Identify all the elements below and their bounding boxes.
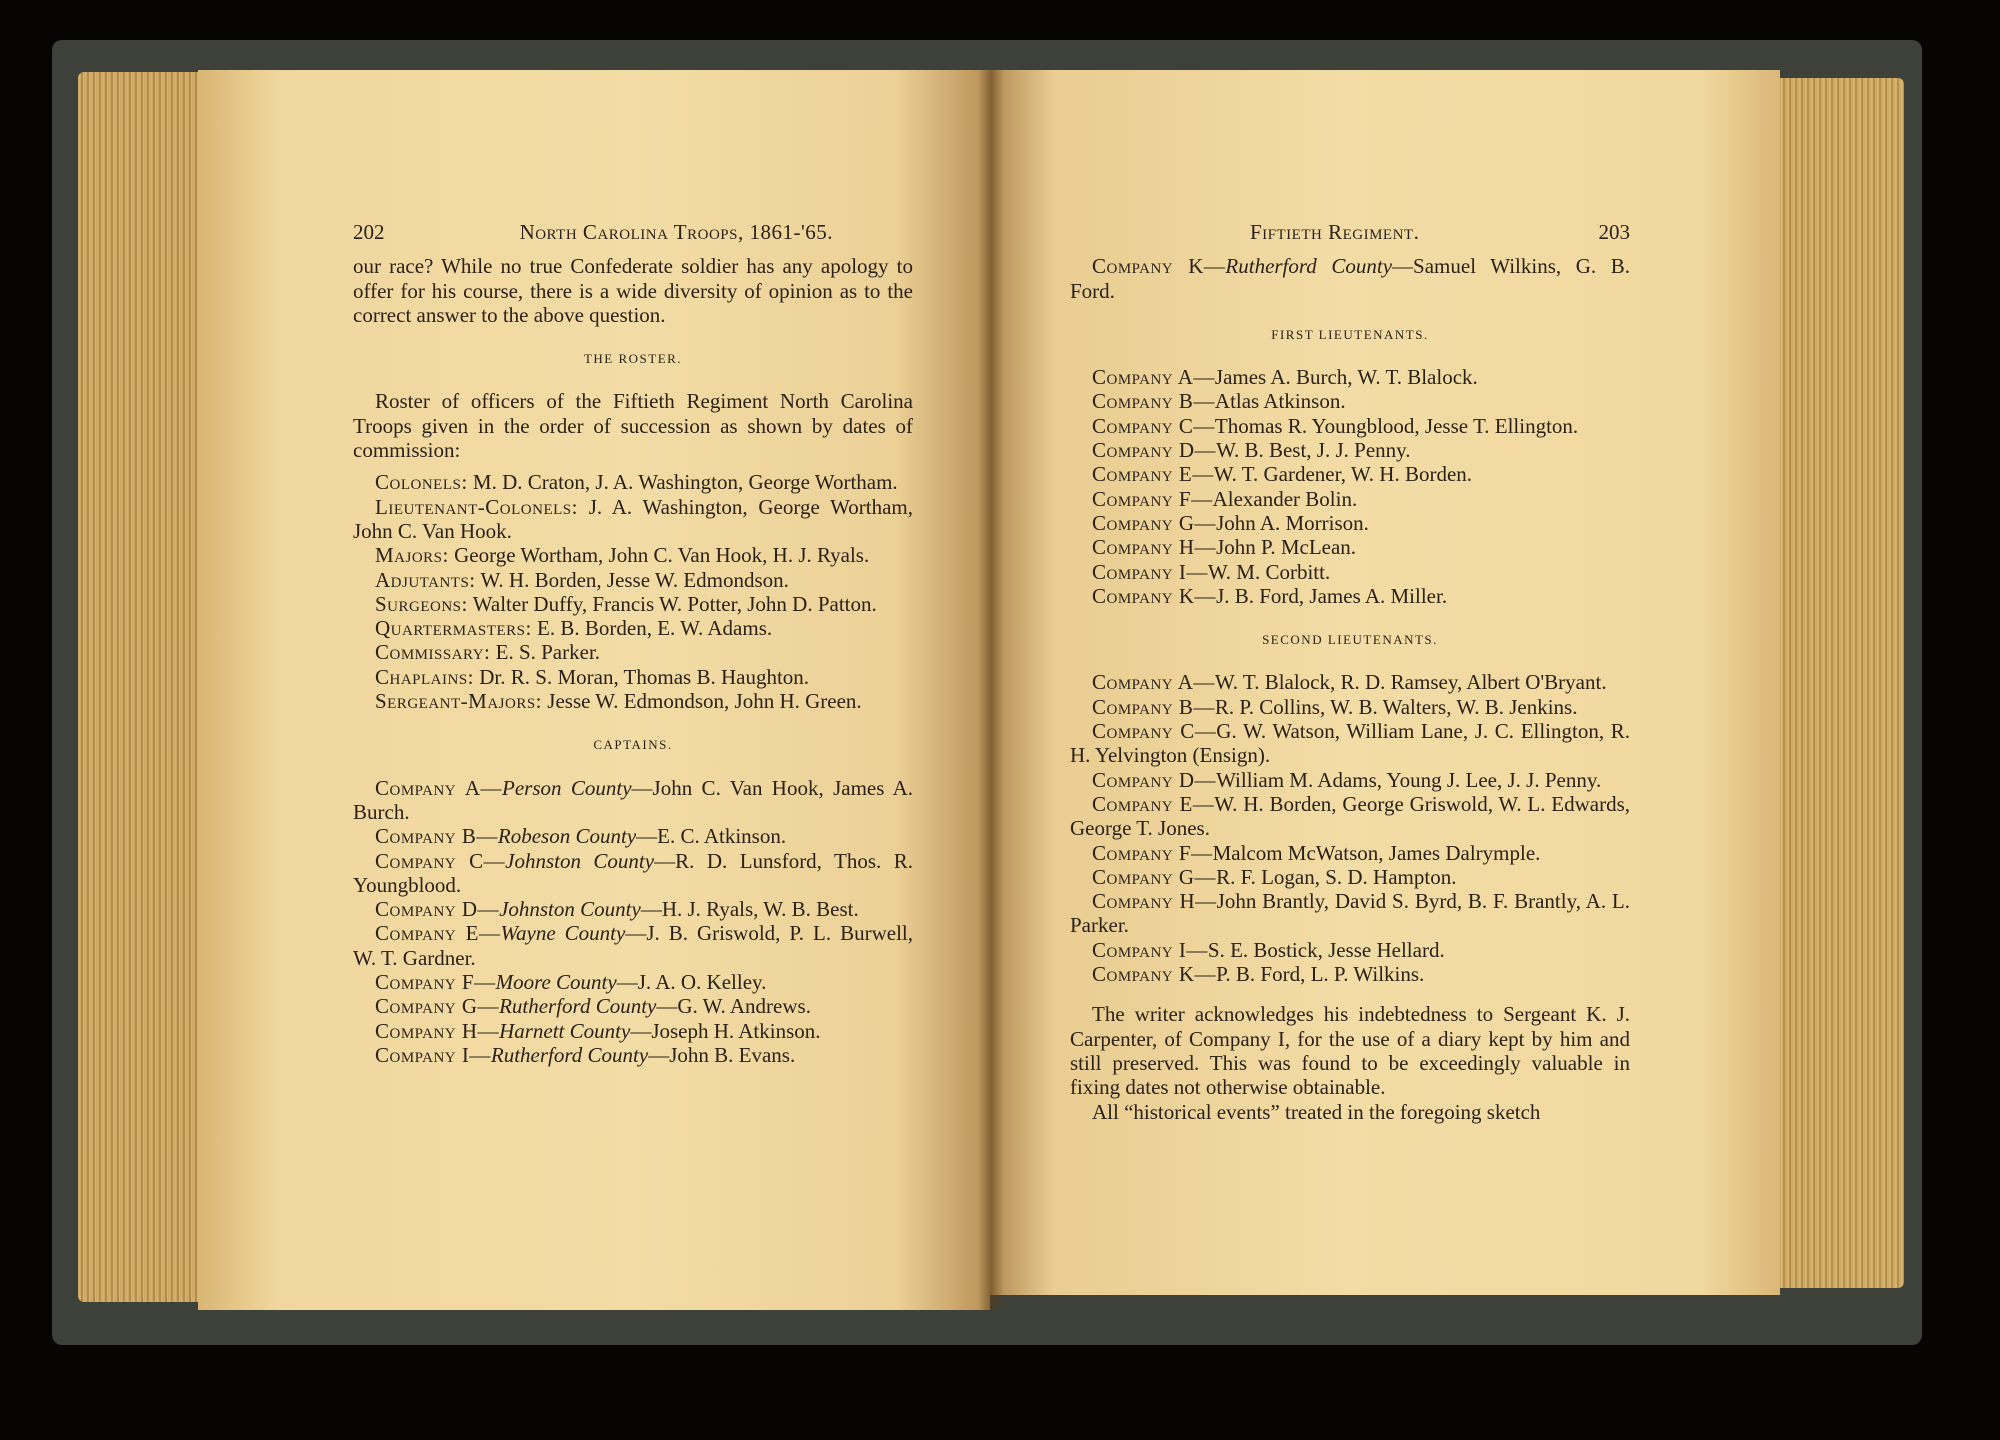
second-lieutenant-entry: Company A—W. T. Blalock, R. D. Ramsey, Albert O'Bryant. xyxy=(1092,670,1607,695)
right-page xyxy=(990,70,1780,1295)
second-lieutenant-entry: Company B—R. P. Collins, W. B. Walters, W. B. Jenkins. xyxy=(1092,694,1578,719)
first-lieutenant-entry: Company A—James A. Burch, W. T. Blalock. xyxy=(1092,365,1478,390)
captain-entry: Company G—Rutherford County—G. W. Andrews. xyxy=(375,994,811,1019)
officer-entry: Adjutants: W. H. Borden, Jesse W. Edmondson. xyxy=(375,567,789,592)
captain-entry: Company D—Johnston County—H. J. Ryals, W. B. Best. xyxy=(375,897,859,922)
second-lieutenant-entry: Company H—John Brantly, David S. Byrd, B. F. Brantly, A. L. Parker. xyxy=(1070,889,1630,938)
first-lieutenant-entry: Company I—W. M. Corbitt. xyxy=(1092,559,1331,584)
first-lieutenants-heading: FIRST LIEUTENANTS. xyxy=(1271,326,1429,342)
officer-entry: Majors: George Wortham, John C. Van Hook, H. J. Ryals. xyxy=(375,543,870,568)
officer-entry: Sergeant-Majors: Jesse W. Edmondson, John H. Green. xyxy=(375,689,862,714)
closing-paragraph: All “historical events” treated in the foregoing sketch xyxy=(1092,1099,1541,1124)
captains-heading: CAPTAINS. xyxy=(593,737,673,753)
right-page-text xyxy=(1070,220,1630,1124)
page-number-right: 203 xyxy=(1598,220,1630,244)
acknowledgment-paragraph: The writer acknowledges his indebtedness to Sergeant K. J. Carpenter, of Company I, for the use of a diary kept by him and still preserved. This was found to be exceedingly valuable in fixing dates not otherwise obtainable. xyxy=(1070,1002,1630,1100)
second-lieutenant-entry: Company F—Malcom McWatson, James Dalrymple. xyxy=(1092,840,1541,865)
page-number-left: 202 xyxy=(353,220,385,244)
captains-list xyxy=(353,776,913,1068)
officer-entry: Colonels: M. D. Craton, J. A. Washington, George Wortham. xyxy=(375,470,898,495)
second-lieutenant-entry: Company E—W. H. Borden, George Griswold, W. L. Edwards, George T. Jones. xyxy=(1070,791,1630,841)
officer-entry: Surgeons: Walter Duffy, Francis W. Potter, John D. Patton. xyxy=(375,591,877,616)
captain-entry: Company A—Person County—John C. Van Hook, James A. Burch. xyxy=(353,775,914,824)
captain-entry: Company F—Moore County—J. A. O. Kelley. xyxy=(375,970,767,995)
captain-entry: Company I—Rutherford County—John B. Evans. xyxy=(375,1042,796,1067)
intro-paragraph: our race? While no true Confederate soldier has any apology to offer for his course, there is a wide diversity of opinion as to the correct answer to the above question. xyxy=(353,254,913,327)
second-lieutenants-list xyxy=(1070,670,1630,986)
first-lieutenant-entry: Company B—Atlas Atkinson. xyxy=(1092,389,1346,414)
captain-entry: Company E—Wayne County—J. B. Griswold, P. L. Burwell, W. T. Gardner. xyxy=(353,921,914,970)
officer-entry: Chaplains: Dr. R. S. Moran, Thomas B. Haughton. xyxy=(375,664,810,689)
second-lieutenant-entry: Company D—William M. Adams, Young J. Lee, J. J. Penny. xyxy=(1092,767,1602,792)
right-page-header xyxy=(1070,220,1630,244)
captain-entry: Company H—Harnett County—Joseph H. Atkinson. xyxy=(375,1018,821,1043)
first-lieutenant-entry: Company F—Alexander Bolin. xyxy=(1092,486,1358,511)
running-head-right: Fiftieth Regiment. xyxy=(1250,220,1420,244)
roster-intro: Roster of officers of the Fiftieth Regiment North Carolina Troops given in the order of succession as shown by dates of commission: xyxy=(353,389,913,463)
first-lieutenant-entry: Company H—John P. McLean. xyxy=(1092,535,1357,560)
officer-entry: Quartermasters: E. B. Borden, E. W. Adams. xyxy=(375,616,773,641)
captain-entry: Company K—Rutherford County—Samuel Wilkins, G. B. Ford. xyxy=(1070,254,1630,303)
captain-entry: Company C—Johnston County—R. D. Lunsford, Thos. R. Youngblood. xyxy=(353,848,913,897)
running-head-left: North Carolina Troops, 1861-'65. xyxy=(519,220,833,244)
left-page-text xyxy=(353,220,913,1067)
second-lieutenant-entry: Company C—G. W. Watson, William Lane, J. C. Ellington, R. H. Yelvington (Ensign). xyxy=(1070,719,1630,768)
book-gutter xyxy=(978,70,1004,1310)
officer-entry: Commissary: E. S. Parker. xyxy=(375,640,601,665)
left-page xyxy=(198,70,990,1310)
first-lieutenant-entry: Company G—John A. Morrison. xyxy=(1092,510,1369,535)
first-lieutenant-entry: Company E—W. T. Gardener, W. H. Borden. xyxy=(1092,462,1473,487)
first-lieutenants-list xyxy=(1070,365,1630,608)
officer-entry: Lieutenant-Colonels: J. A. Washington, George Wortham, John C. Van Hook. xyxy=(353,494,914,543)
first-lieutenant-entry: Company D—W. B. Best, J. J. Penny. xyxy=(1092,438,1411,463)
first-lieutenant-entry: Company C—Thomas R. Youngblood, Jesse T. Ellington. xyxy=(1092,413,1579,438)
roster-heading: THE ROSTER. xyxy=(583,351,683,367)
second-lieutenants-heading: SECOND LIEUTENANTS. xyxy=(1262,632,1438,648)
second-lieutenant-entry: Company K—P. B. Ford, L. P. Wilkins. xyxy=(1092,962,1425,987)
officers-list xyxy=(353,470,913,713)
page-edges-left xyxy=(78,72,202,1302)
left-page-header xyxy=(353,220,913,244)
page-edges-right xyxy=(1780,78,1904,1288)
second-lieutenant-entry: Company I—S. E. Bostick, Jesse Hellard. xyxy=(1092,937,1445,962)
first-lieutenant-entry: Company K—J. B. Ford, James A. Miller. xyxy=(1092,583,1448,608)
captain-entry: Company B—Robeson County—E. C. Atkinson. xyxy=(375,824,787,849)
second-lieutenant-entry: Company G—R. F. Logan, S. D. Hampton. xyxy=(1092,864,1457,889)
